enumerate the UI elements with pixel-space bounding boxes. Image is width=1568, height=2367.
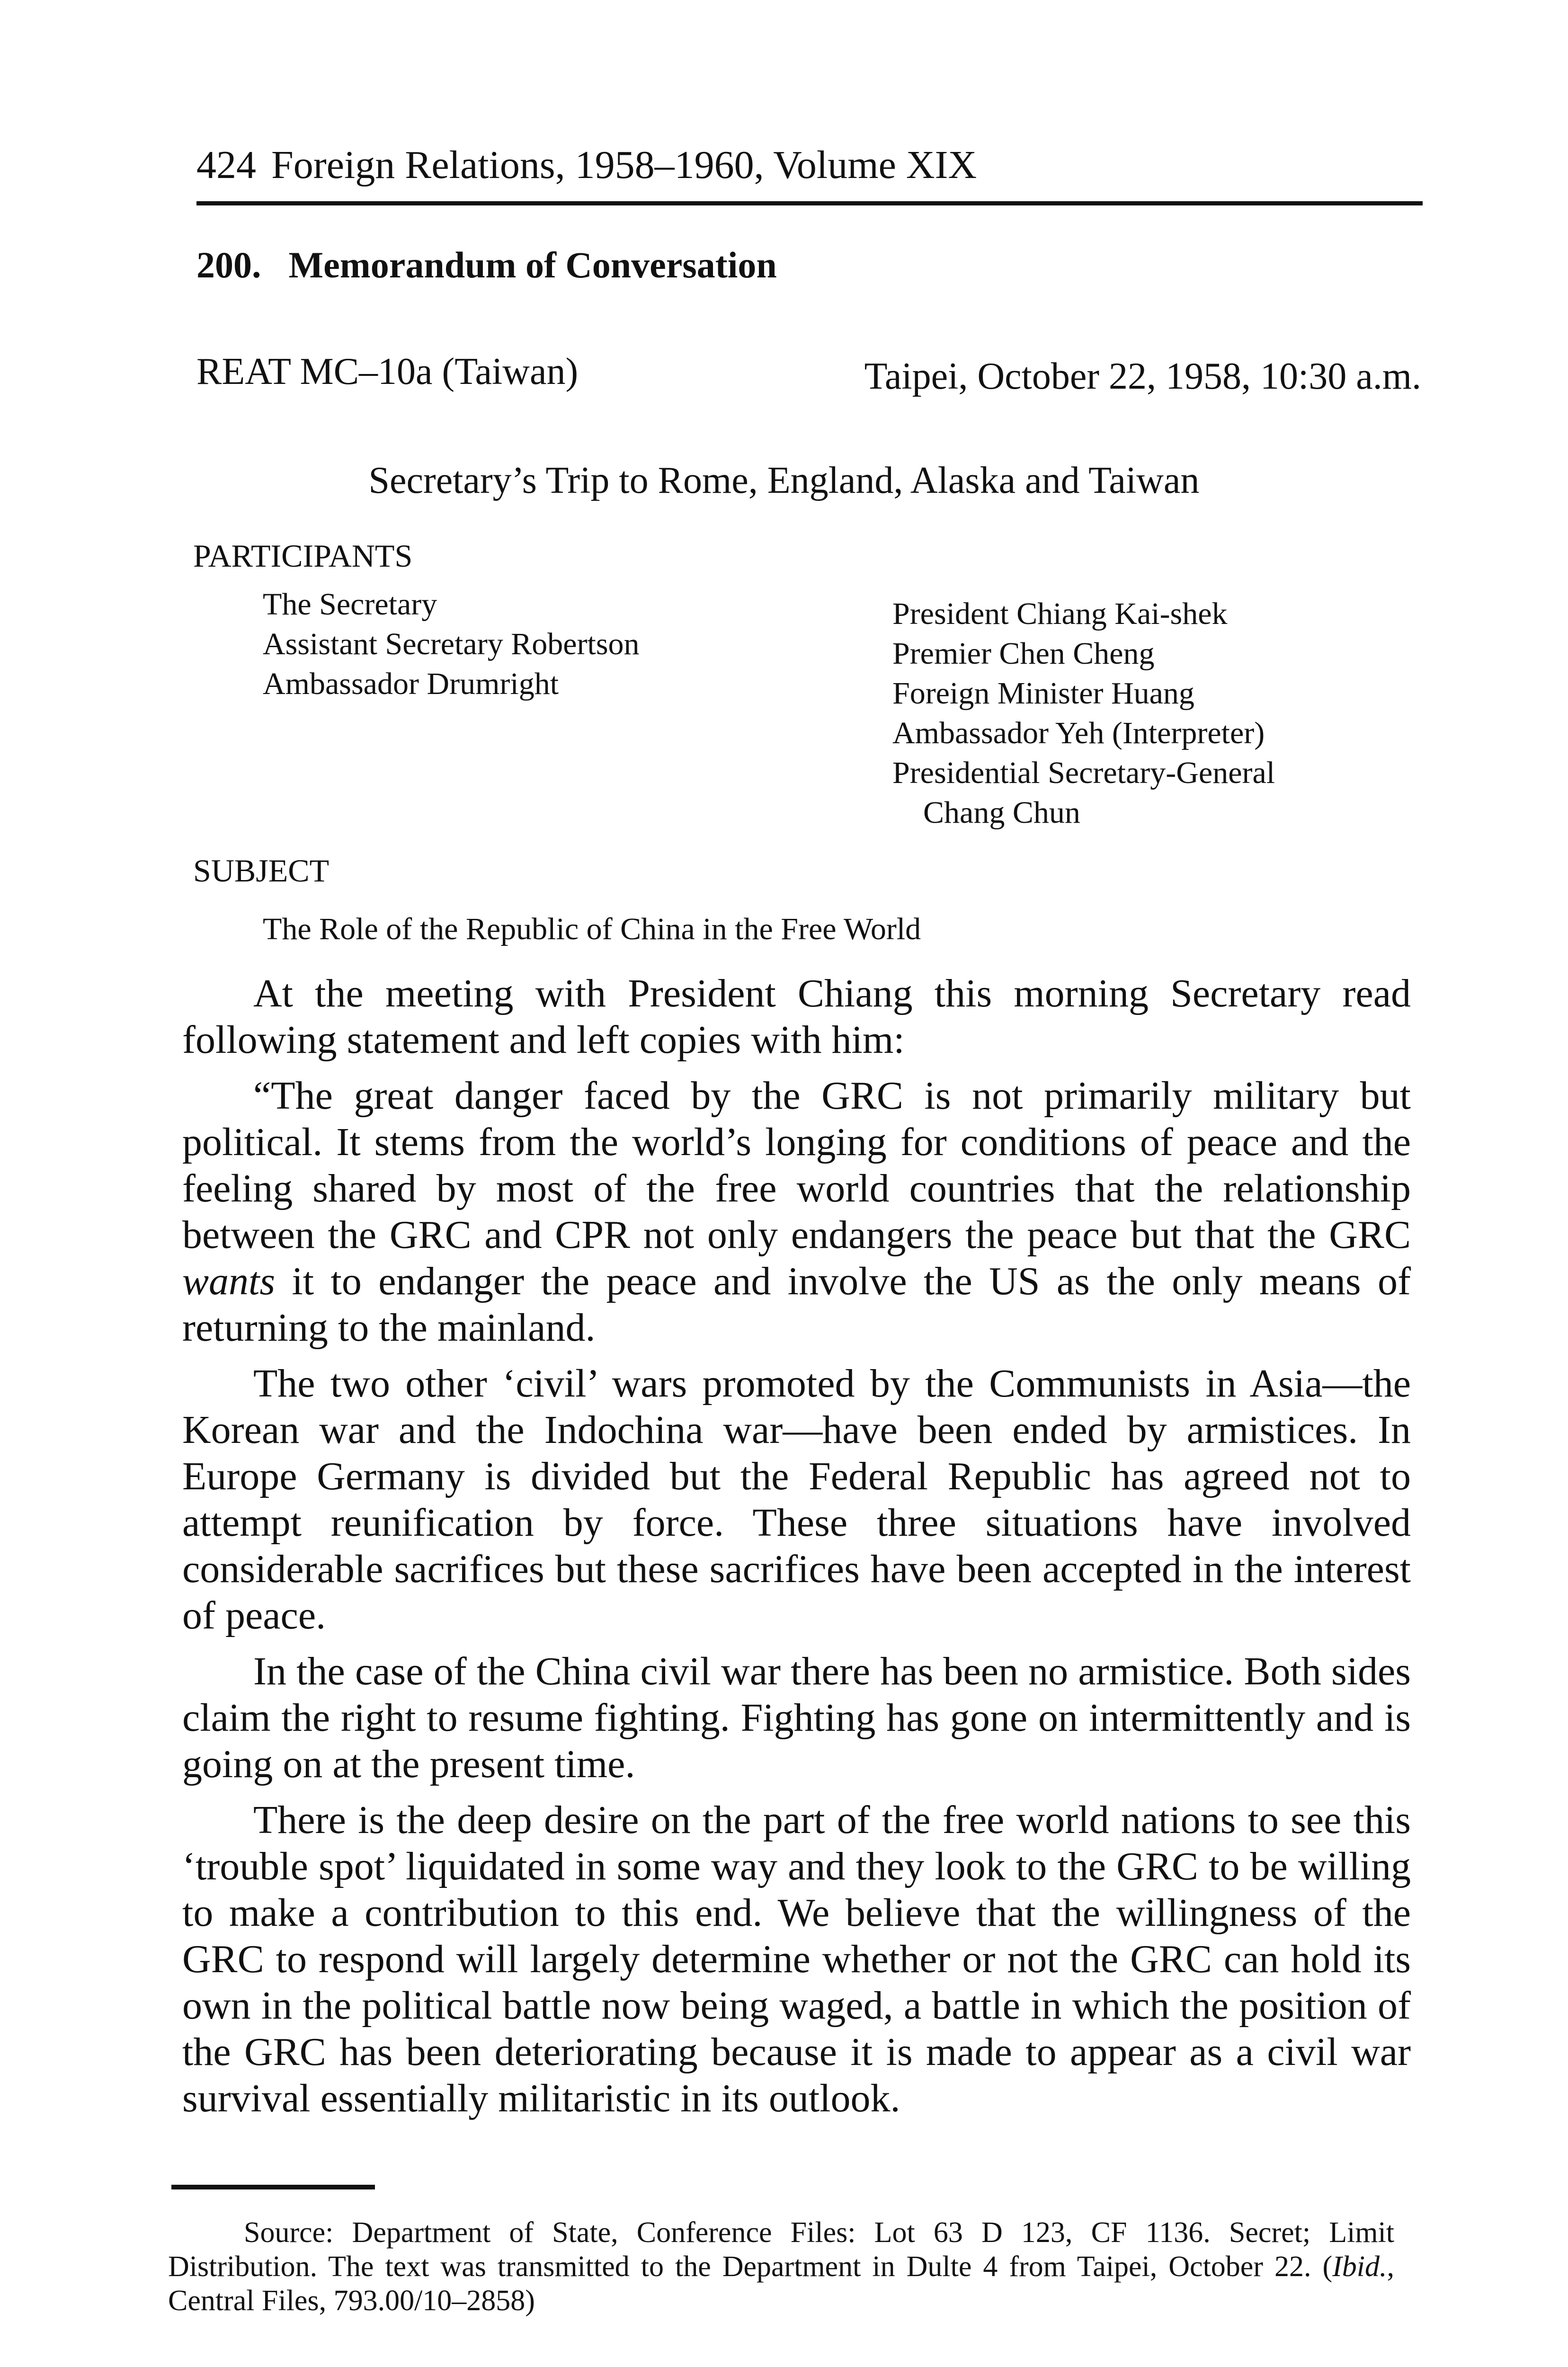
footnote-ibid: Ibid. bbox=[1332, 2251, 1387, 2283]
document-title: Memorandum of Conversation bbox=[288, 244, 777, 285]
document-reference: REAT MC–10a (Taiwan) bbox=[196, 351, 579, 392]
paragraph: There is the deep desire on the part of the free world nations to see this ‘trouble spot’ liquidated in some way and they look to the GRC to be willing to make a contribution to this end. We believe that the willingness of the GRC to respond will largely determine whether or not the GRC can hold its own in the political battle now being waged, a battle in which the position of the GRC has been deteriorating because it is made to appear as a civil war survival essentially militaristic in its outlook. bbox=[182, 1798, 1411, 2120]
participant: Ambassador Drumright bbox=[263, 667, 559, 701]
document-number: 200. bbox=[196, 244, 261, 285]
footnote-text: Source: Department of State, Conference Files: Lot 63 D 123, CF 1136. Secret; Limit Distribution. The text was transmitted to the Department in Dulte 4 from Taipei, October 22. ( bbox=[168, 2216, 1394, 2283]
running-title: Foreign Relations, 1958–1960, Volume XIX bbox=[271, 143, 977, 187]
paragraph-text: it to endanger the peace and involve the US as the only means of returning to the mainland. bbox=[182, 1259, 1411, 1350]
footnote-text: , Central Files, 793.00/10–2858) bbox=[168, 2251, 1394, 2317]
participant: Presidential Secretary-General bbox=[892, 756, 1275, 790]
us-participants-list bbox=[263, 585, 640, 704]
footnote-rule bbox=[171, 2185, 375, 2189]
participant: The Secretary bbox=[263, 587, 437, 622]
header-rule bbox=[196, 201, 1423, 205]
emphasis-text: wants bbox=[182, 1259, 276, 1303]
page-number: 424 bbox=[196, 143, 256, 187]
paragraph: At the meeting with President Chiang this morning Secretary read following statement and left copies with him: bbox=[182, 971, 1411, 1062]
body-text bbox=[182, 970, 1411, 2131]
subject-label: SUBJECT bbox=[193, 853, 330, 889]
running-head bbox=[196, 142, 977, 188]
trip-subtitle: Secretary’s Trip to Rome, England, Alaska and Taiwan bbox=[368, 460, 1200, 501]
participant: Chang Chun bbox=[923, 795, 1080, 830]
participant: Premier Chen Cheng bbox=[892, 636, 1155, 671]
participant: President Chiang Kai-shek bbox=[892, 596, 1228, 631]
paragraph bbox=[182, 1073, 1411, 1351]
grc-participants-list bbox=[892, 594, 1275, 833]
paragraph: In the case of the China civil war there has been no armistice. Both sides claim the right to resume fighting. Fighting has gone on intermittently and is going on at the present time. bbox=[182, 1649, 1411, 1786]
participant: Assistant Secretary Robertson bbox=[263, 627, 640, 661]
dateline: Taipei, October 22, 1958, 10:30 a.m. bbox=[864, 356, 1421, 397]
participants-label: PARTICIPANTS bbox=[193, 538, 413, 574]
subject-text: The Role of the Republic of China in the Free World bbox=[263, 912, 921, 946]
paragraph: The two other ‘civil’ wars promoted by the Communists in Asia—the Korean war and the Indochina war—have been ended by armistices. In Europe Germany is divided but the Federal Republic has agreed not to attempt reunification by force. These three situations have involved considerable sacrifices but these sacrifices have been accepted in the interest of peace. bbox=[182, 1361, 1411, 1637]
source-footnote bbox=[168, 2216, 1394, 2318]
participant: Ambassador Yeh (Interpreter) bbox=[892, 716, 1265, 750]
participant: Foreign Minister Huang bbox=[892, 676, 1194, 711]
document-heading bbox=[196, 244, 777, 286]
paragraph-text: “The great danger faced by the GRC is not primarily military but political. It stems from the world’s longing for conditions of peace and the feeling shared by most of the free world countries that the relationship between the GRC and CPR not only endangers the peace but that the GRC bbox=[182, 1074, 1411, 1257]
